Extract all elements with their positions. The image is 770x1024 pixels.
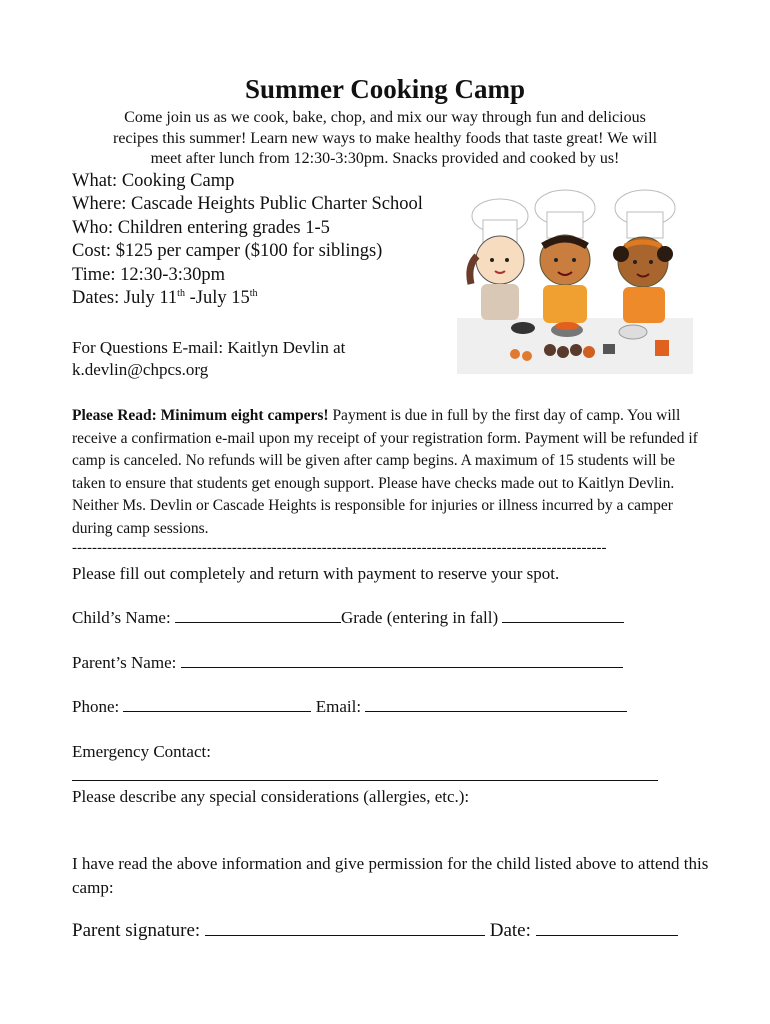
child-name-label: Child’s Name: [72,608,171,627]
chef-kid-middle-icon [535,190,595,323]
intro-line-2: recipes this summer! Learn new ways to make healthy foods that taste great! We will [112,129,658,147]
kids-cooking-illustration [455,168,695,374]
email-label: Email: [315,697,362,716]
phone-field[interactable] [123,697,311,712]
intro-paragraph [60,108,710,170]
dates-end-suffix: th [249,287,258,299]
detail-who: Who: Children entering grades 1-5 [72,218,330,238]
emergency-contact-field[interactable] [72,780,658,781]
chef-kid-left-icon [470,199,528,320]
grade-label: Grade (entering in fall) [340,608,499,627]
signature-field[interactable] [205,921,485,936]
detail-time: Time: 12:30-3:30pm [72,265,225,285]
detail-what: What: Cooking Camp [72,171,235,191]
intro-line-3: meet after lunch from 12:30-3:30pm. Snacks provided and cooked by us! [150,150,620,167]
email-field[interactable] [365,697,627,712]
cut-line-divider: ----------------------------------------------------------------------------------------------------------- [72,540,607,556]
permission-statement: I have read the above information and give permission for the child listed above to attend this camp: [72,854,709,897]
signature-label: Parent signature: [72,920,201,941]
notice-heading: Please Read: Minimum eight campers! [72,407,329,424]
detail-dates [72,288,257,309]
considerations-label: Please describe any special considerations (allergies, etc.): [72,787,470,806]
form-instruction: Please fill out completely and return with payment to reserve your spot. [72,564,560,583]
chef-kid-right-icon [613,190,675,323]
phone-email-row [72,697,627,717]
child-name-row [72,608,624,628]
dates-end: -July 15 [184,288,250,308]
detail-cost: Cost: $125 per camper ($100 for siblings) [72,241,383,261]
detail-where: Where: Cascade Heights Public Charter School [72,194,423,214]
emergency-contact-label: Emergency Contact: [72,742,211,761]
notice-paragraph [72,405,712,541]
dates-start-suffix: th [177,287,185,299]
phone-label: Phone: [72,697,120,716]
child-name-field[interactable] [175,608,341,623]
page-title: Summer Cooking Camp [244,74,526,104]
dates-start: Dates: July 11 [72,288,178,308]
contact-email: k.devlin@chpcs.org [72,360,209,379]
grade-field[interactable] [502,608,624,623]
signature-row [72,920,678,942]
parent-name-row [72,653,623,673]
parent-name-field[interactable] [181,653,623,668]
contact-line: For Questions E-mail: Kaitlyn Devlin at [72,338,346,357]
date-field[interactable] [536,921,678,936]
notice-body: Payment is due in full by the first day of camp. You will receive a confirmation e-mail upon my receipt of your registration form. Payment will be refunded if camp is canceled. No refunds will be given after camp begins. A maximum of 15 students will be taken to ensure that students get enough support. Please have checks made out to Kaitlyn Devlin. Neither Ms. Devlin or Cascade Heights is responsible for injuries or illness incurred by a camper during camp sessions. [72,407,698,537]
intro-line-1: Come join us as we cook, bake, chop, and mix our way through fun and delicious [124,109,646,126]
date-label: Date: [489,920,531,941]
parent-name-label: Parent’s Name: [72,653,177,672]
